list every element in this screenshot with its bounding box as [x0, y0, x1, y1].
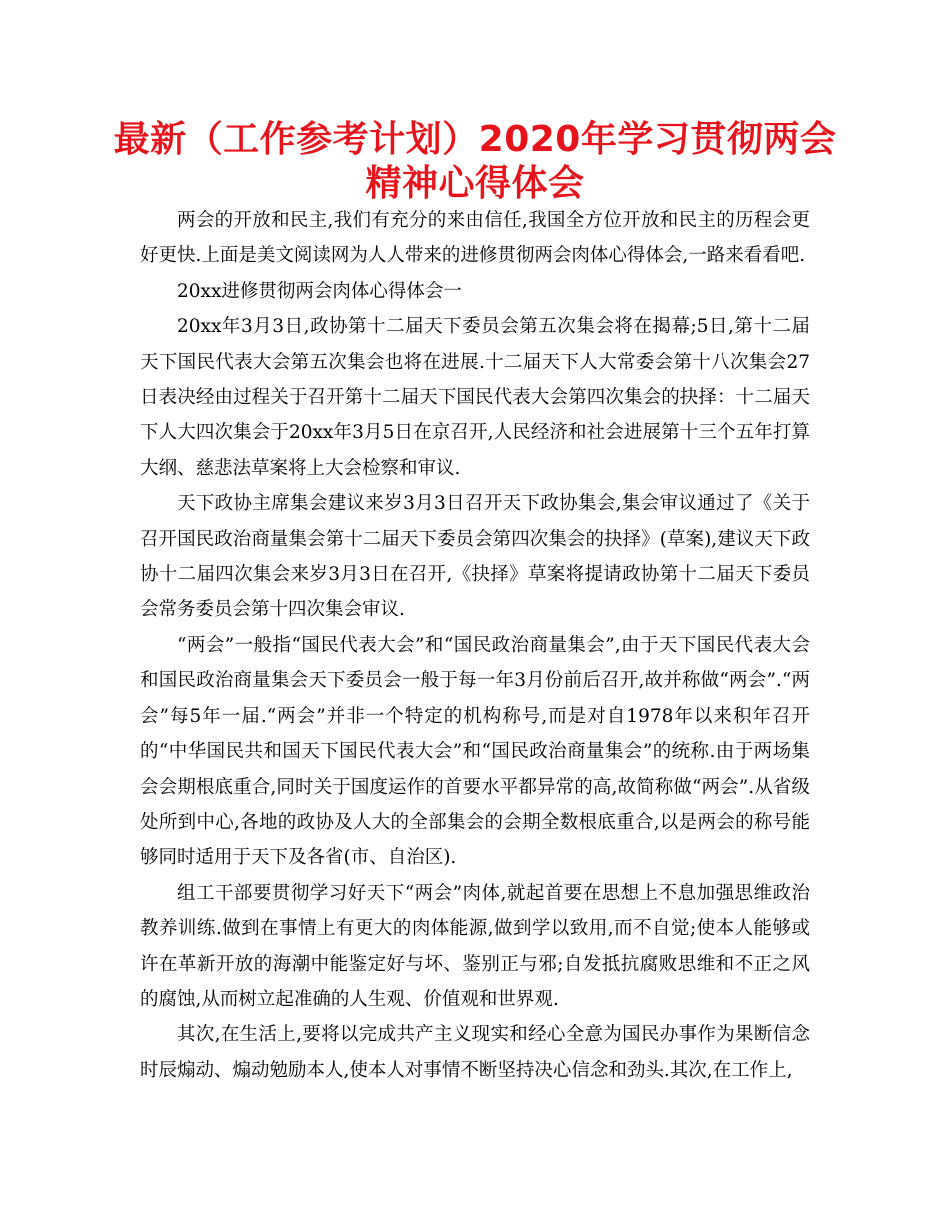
document-body [140, 203, 810, 1088]
paragraph-section-heading: 20xx进修贯彻两会肉体心得体会一 [177, 280, 462, 302]
paragraph-life-and-work: 其次,在生活上,要将以完成共产主义现实和经心全意为国民办事作为果断信念时辰煽动、煽动勉励本人,使本人对事情不断坚持决心信念和劲头.其次,在工作上, [140, 1024, 810, 1081]
paragraph-cppcc-proposal: 天下政协主席集会建议来岁3月3日召开天下政协集会,集会审议通过了《关于召开国民政治商量集会第十二届天下委员会第四次集会的抉择》(草案),建议天下政协十二届四次集会来岁3月3日在召开,《抉择》草案将提请政协第十二届天下委员会常务委员会第十四次集会审议. [140, 493, 810, 621]
paragraph-cadre-study: 组工干部要贯彻学习好天下“两会”肉体,就起首要在思想上不息加强思维政治教养训练.做到在事情上有更大的肉体能源,做到学以致用,而不自觉;使本人能够或许在革新开放的海潮中能鉴定好与坏、鉴别正与邪;自发抵抗腐败思维和不正之风的腐蚀,从而树立起准确的人生观、价值观和世界观. [140, 882, 810, 1010]
paragraph-meeting-schedule: 20xx年3月3日,政协第十二届天下委员会第五次集会将在揭幕;5日,第十二届天下国民代表大会第五次集会也将在进展.十二届天下人大常委会第十八次集会27日表决经由过程关于召开第十二届天下国民代表大会第四次集会的抉择：十二届天下人大四次集会于20xx年3月5日在京召开,人民经济和社会进展第十三个五年打算大纲、慈悲法草案将上大会检察和审议. [140, 316, 810, 479]
paragraph-two-sessions-definition: “两会”一般指“国民代表大会”和“国民政治商量集会”,由于天下国民代表大会和国民政治商量集会天下委员会一般于每一年3月份前后召开,故并称做“两会”.“两会”每5年一届.“两会”并非一个特定的机构称号,而是对自1978年以来积年召开的“中华国民共和国天下国民代表大会”和“国民政治商量集会”的统称.由于两场集会会期根底重合,同时关于国度运作的首要水平都异常的高,故简称做“两会”.从省级处所到中心,各地的政协及人大的全部集会的会期全数根底重合,以是两会的称号能够同时适用于天下及各省(市、自治区). [140, 634, 810, 869]
paragraph-intro: 两会的开放和民主,我们有充分的来由信任,我国全方位开放和民主的历程会更好更快.上面是美文阅读网为人人带来的进修贯彻两会肉体心得体会,一路来看看吧. [140, 210, 810, 267]
document-title: 最新（工作参考计划）2020年学习贯彻两会精神心得体会 [113, 119, 837, 204]
